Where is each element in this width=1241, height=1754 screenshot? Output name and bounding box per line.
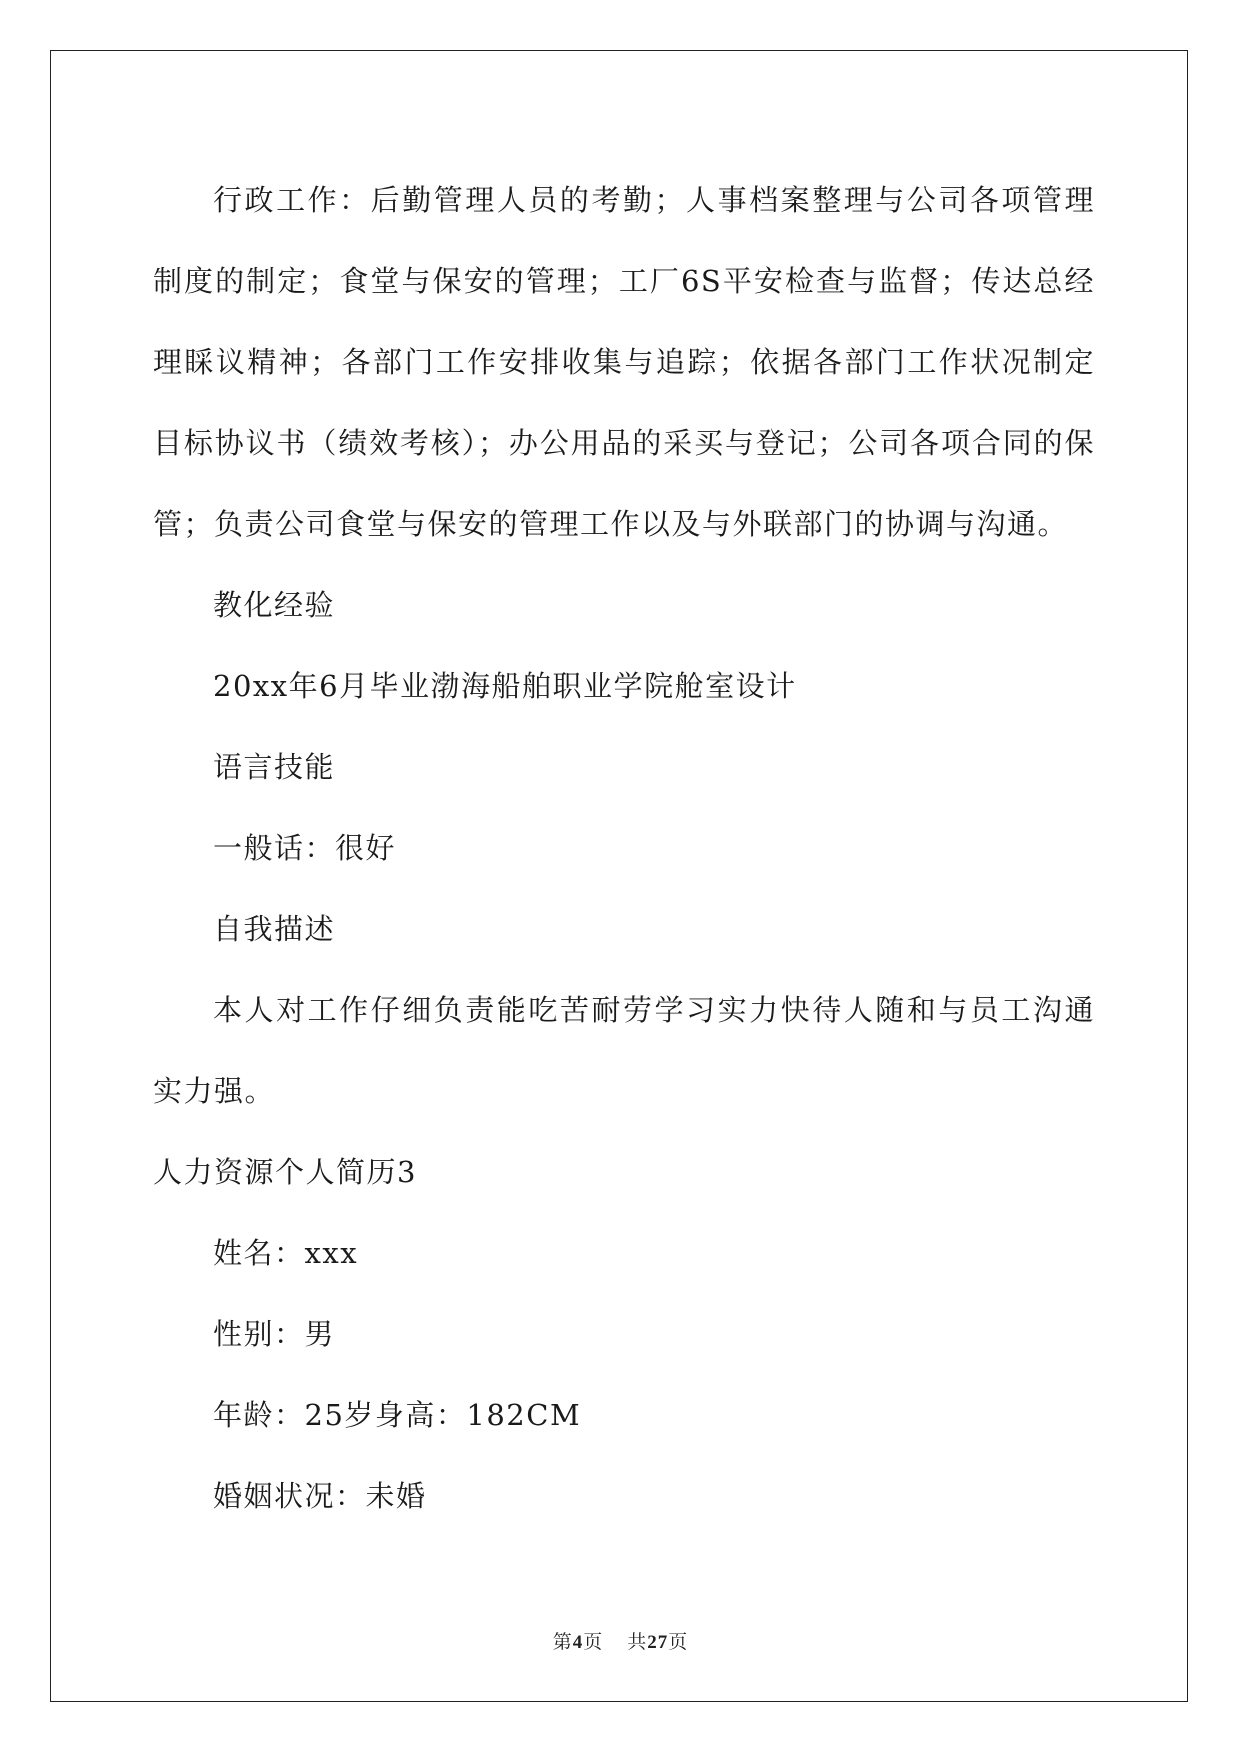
footer-total-prefix: 共 (627, 1631, 648, 1653)
education-heading: 教化经验 (213, 588, 336, 622)
paragraph-admin-work: 行政工作：后勤管理人员的考勤；人事档案整理与公司各项管理制度的制定；食堂与保安的管理；工厂6S平安检查与监督；传达总经理睬议精神；各部门工作安排收集与追踪；依据各部门工作状况制定目标协议书（绩效考核）；办公用品的采买与登记；公司各项合同的保管；负责公司食堂与保安的管理工作以及与外联部门的协调与沟通。 (153, 183, 1095, 541)
language-heading: 语言技能 (213, 750, 336, 784)
gender-field: 性别：男 (213, 1317, 336, 1351)
footer-prefix: 第 (552, 1631, 573, 1653)
marital-status-field: 婚姻状况：未婚 (213, 1479, 427, 1513)
name-field: 姓名：xxx (213, 1236, 359, 1270)
page-number: 4 (572, 1632, 584, 1653)
self-description-detail: 本人对工作仔细负责能吃苦耐劳学习实力快待人随和与员工沟通实力强。 (153, 993, 1095, 1108)
age-height-field: 年龄：25岁身高：182CM (213, 1398, 582, 1432)
resume-title: 人力资源个人简历3 (153, 1155, 417, 1189)
footer-page-suffix: 页 (583, 1631, 604, 1653)
education-detail: 20xx年6月毕业渤海船舶职业学院舱室设计 (213, 669, 797, 703)
total-pages: 27 (647, 1632, 669, 1653)
self-description-heading: 自我描述 (213, 912, 336, 946)
footer-total-suffix: 页 (668, 1631, 689, 1653)
language-detail: 一般话：很好 (213, 831, 397, 865)
document-body (153, 160, 1095, 1537)
page-footer (0, 1627, 1241, 1654)
